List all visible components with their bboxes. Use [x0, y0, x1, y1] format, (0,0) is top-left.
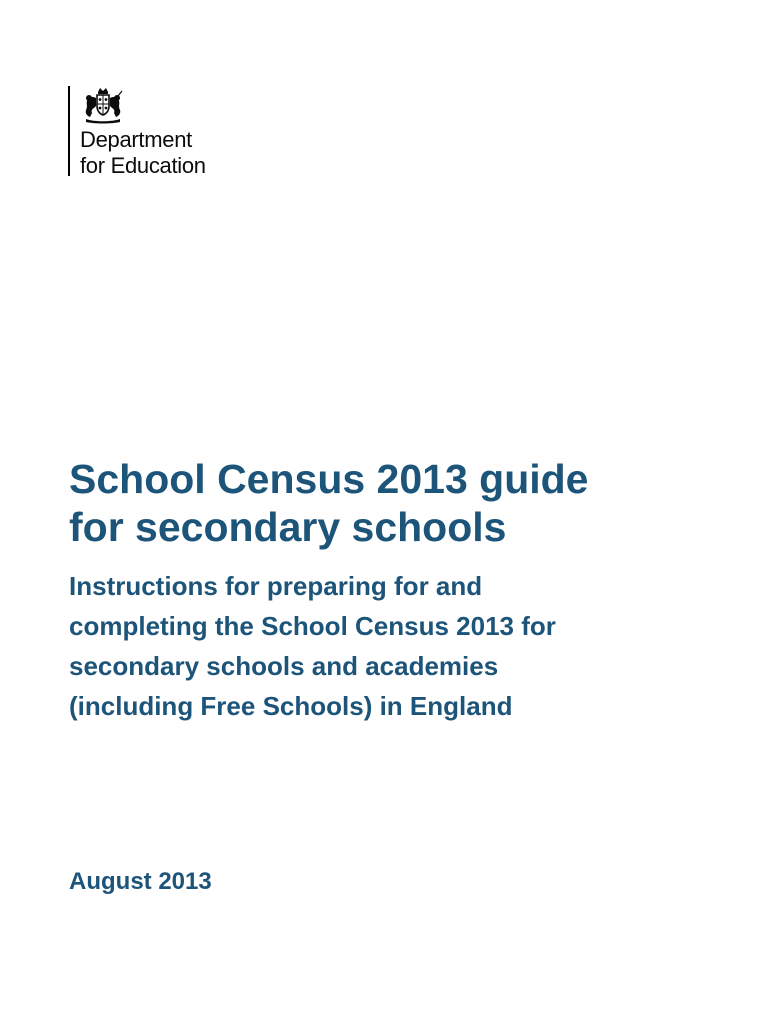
document-subtitle-line3: secondary schools and academies: [69, 651, 499, 681]
document-subtitle-line4: (including Free Schools) in England: [69, 691, 513, 721]
document-title: [69, 455, 729, 551]
organisation-name-line1: Department: [80, 127, 192, 152]
logo-rule: [68, 86, 70, 176]
document-title-line2: for secondary schools: [69, 504, 507, 550]
department-logo: [68, 86, 268, 178]
document-subtitle-line1: Instructions for preparing for and: [69, 571, 483, 601]
document-subtitle: [69, 566, 729, 726]
publication-date: August 2013: [69, 868, 212, 895]
royal-coat-of-arms-icon: [80, 86, 126, 124]
organisation-name: [80, 127, 206, 179]
document-title-line1: School Census 2013 guide: [69, 456, 589, 502]
organisation-name-line2: for Education: [80, 153, 206, 178]
document-subtitle-line2: completing the School Census 2013 for: [69, 611, 556, 641]
